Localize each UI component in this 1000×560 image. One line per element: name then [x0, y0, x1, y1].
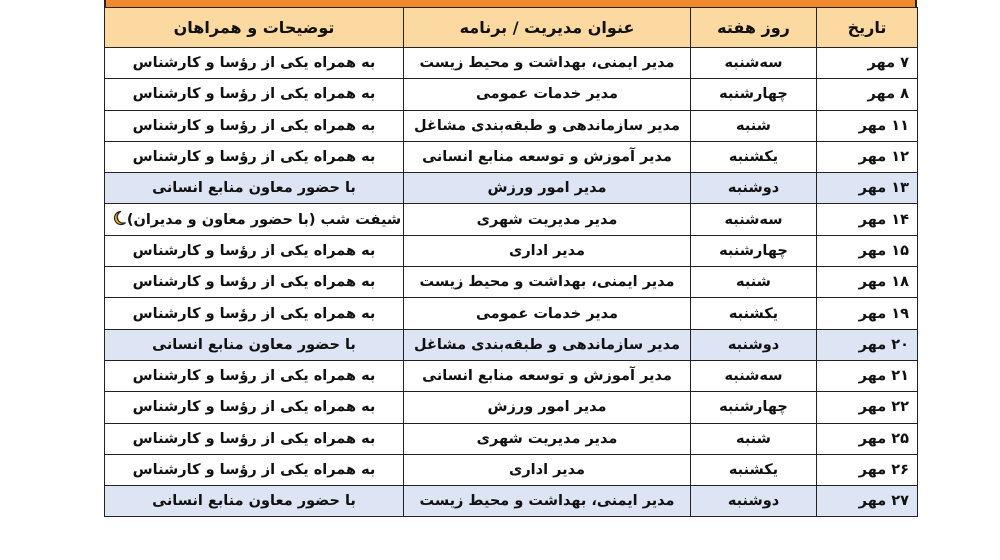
cell-notes	[105, 204, 404, 235]
cell-weekday-text: یکشنبه	[728, 149, 779, 166]
cell-weekday-text: یکشنبه	[728, 305, 779, 322]
cell-weekday	[691, 48, 817, 79]
cell-weekday	[691, 423, 817, 454]
cell-date-text: ۲۰ مهر	[858, 336, 909, 353]
cell-weekday	[691, 235, 817, 266]
cell-date-text: ۱۴ مهر	[858, 211, 909, 228]
cell-title-text: مدیر مدیریت شهری	[476, 430, 618, 447]
cell-weekday	[691, 267, 817, 298]
schedule-table	[104, 7, 918, 517]
cell-title-text: مدیر سازماندهی و طبقه‌بندی مشاغل	[414, 336, 680, 353]
cell-date	[817, 392, 918, 423]
cell-title	[404, 235, 691, 266]
cell-date-text: ۱۵ مهر	[858, 242, 909, 259]
cell-title	[404, 204, 691, 235]
cell-weekday-text: شنبه	[736, 430, 771, 447]
cell-notes-text: با حضور معاون منابع انسانی	[152, 180, 356, 197]
schedule-sheet	[104, 0, 917, 517]
cell-date-text: ۲۱ مهر	[858, 368, 909, 385]
cell-notes	[105, 141, 404, 172]
cell-title	[404, 423, 691, 454]
cell-weekday-text: دوشنبه	[727, 336, 780, 353]
cell-weekday-text: چهارشنبه	[719, 86, 788, 103]
cell-notes	[105, 486, 404, 517]
cell-weekday	[691, 392, 817, 423]
cell-date-text: ۲۶ مهر	[858, 462, 909, 478]
cell-notes-text: به همراه یکی از رؤسا و کارشناس	[132, 462, 376, 478]
cell-title-text: مدیر امور ورزش	[487, 180, 607, 197]
cell-date-text: ۲۷ مهر	[858, 493, 909, 510]
cell-notes-text: به همراه یکی از رؤسا و کارشناس	[132, 305, 376, 322]
cell-notes-text: به همراه یکی از رؤسا و کارشناس	[132, 242, 376, 259]
cell-date	[817, 110, 918, 141]
cell-weekday	[691, 204, 817, 235]
cell-notes-text: با حضور معاون منابع انسانی	[152, 493, 356, 510]
table-row	[105, 235, 918, 266]
table-row	[105, 48, 918, 79]
cell-notes-text: به همراه یکی از رؤسا و کارشناس	[132, 149, 376, 166]
cell-date	[817, 454, 918, 485]
cell-title-text: مدیر خدمات عمومی	[475, 305, 619, 322]
cell-weekday-text: سه‌شنبه	[724, 368, 783, 385]
cell-date-text: ۲۲ مهر	[858, 399, 909, 416]
cell-notes	[105, 454, 404, 485]
cell-title	[404, 141, 691, 172]
table-row	[105, 392, 918, 423]
cell-title	[404, 360, 691, 391]
cell-weekday	[691, 110, 817, 141]
cell-weekday-text: یکشنبه	[728, 462, 779, 478]
table-row	[105, 204, 918, 235]
cell-date-text: ۱۲ مهر	[858, 149, 909, 166]
cell-notes	[105, 360, 404, 391]
cell-date-text: ۸ مهر	[867, 86, 909, 103]
cell-weekday-text: شنبه	[736, 274, 771, 291]
cell-weekday	[691, 454, 817, 485]
table-row	[105, 267, 918, 298]
cell-date-text: ۲۵ مهر	[858, 430, 909, 447]
cell-date-text: ۷ مهر	[867, 55, 909, 72]
cell-notes	[105, 267, 404, 298]
cell-weekday	[691, 486, 817, 517]
cell-notes-text: به همراه یکی از رؤسا و کارشناس	[132, 55, 376, 72]
cell-title-text: مدیر ایمنی، بهداشت و محیط زیست	[419, 55, 675, 72]
cell-date	[817, 298, 918, 329]
header-weekday: روز هفته	[691, 8, 817, 48]
cell-weekday-text: چهارشنبه	[719, 242, 788, 259]
cell-title-text: مدیر مدیریت شهری	[476, 211, 618, 228]
cell-weekday-text: دوشنبه	[727, 493, 780, 510]
cell-date-text: ۱۹ مهر	[858, 305, 909, 322]
cell-title	[404, 486, 691, 517]
cell-title-text: مدیر آموزش و توسعه منابع انسانی	[422, 149, 672, 166]
cell-weekday	[691, 173, 817, 204]
cell-date-text: ۱۱ مهر	[858, 117, 909, 134]
cell-notes	[105, 329, 404, 360]
table-row	[105, 423, 918, 454]
cell-date	[817, 141, 918, 172]
cell-title	[404, 329, 691, 360]
cell-notes	[105, 48, 404, 79]
cell-title	[404, 48, 691, 79]
table-row	[105, 141, 918, 172]
cell-date	[817, 173, 918, 204]
cell-weekday	[691, 329, 817, 360]
cell-notes-text: به همراه یکی از رؤسا و کارشناس	[132, 368, 376, 385]
cell-title	[404, 79, 691, 110]
table-row	[105, 298, 918, 329]
cell-weekday	[691, 79, 817, 110]
title-band	[104, 0, 917, 7]
cell-title	[404, 392, 691, 423]
cell-title	[404, 267, 691, 298]
cell-title-text: مدیر امور ورزش	[487, 399, 607, 416]
cell-weekday-text: چهارشنبه	[719, 399, 788, 416]
cell-notes-text: به همراه یکی از رؤسا و کارشناس	[132, 274, 376, 291]
cell-notes	[105, 298, 404, 329]
cell-notes-text: شیفت شب (با حضور معاون و مدیران)	[126, 211, 402, 228]
cell-title-text: مدیر ایمنی، بهداشت و محیط زیست	[419, 274, 675, 291]
header-date: تاریخ	[817, 8, 918, 48]
cell-date	[817, 486, 918, 517]
cell-notes	[105, 173, 404, 204]
cell-title-text: مدیر ایمنی، بهداشت و محیط زیست	[419, 493, 675, 510]
cell-title	[404, 110, 691, 141]
cell-title-text: مدیر سازماندهی و طبقه‌بندی مشاغل	[414, 117, 680, 134]
header-title: عنوان مدیریت / برنامه	[404, 8, 691, 48]
cell-weekday-text: شنبه	[736, 117, 771, 134]
cell-notes	[105, 235, 404, 266]
cell-date	[817, 267, 918, 298]
cell-notes	[105, 392, 404, 423]
cell-title-text: مدیر اداری	[509, 462, 585, 478]
cell-notes-text: به همراه یکی از رؤسا و کارشناس	[132, 86, 376, 103]
moon-icon	[111, 210, 127, 230]
cell-weekday	[691, 360, 817, 391]
table-row	[105, 173, 918, 204]
table-row	[105, 329, 918, 360]
cell-title	[404, 454, 691, 485]
cell-title-text: مدیر آموزش و توسعه منابع انسانی	[422, 368, 672, 385]
cell-weekday	[691, 298, 817, 329]
cell-notes-text: به همراه یکی از رؤسا و کارشناس	[132, 117, 376, 134]
cell-notes	[105, 79, 404, 110]
cell-weekday-text: دوشنبه	[727, 180, 780, 197]
table-row	[105, 360, 918, 391]
header-notes: توضیحات و همراهان	[105, 8, 404, 48]
cell-date	[817, 204, 918, 235]
table-row	[105, 486, 918, 517]
cell-title-text: مدیر اداری	[509, 242, 585, 259]
cell-notes	[105, 110, 404, 141]
table-row	[105, 110, 918, 141]
cell-date	[817, 423, 918, 454]
cell-weekday-text: سه‌شنبه	[724, 211, 783, 228]
cell-date-text: ۱۸ مهر	[858, 274, 909, 291]
cell-date	[817, 360, 918, 391]
cell-title-text: مدیر خدمات عمومی	[475, 86, 619, 103]
cell-date-text: ۱۳ مهر	[858, 180, 909, 197]
cell-title	[404, 173, 691, 204]
cell-date	[817, 79, 918, 110]
cell-date	[817, 48, 918, 79]
cell-date	[817, 235, 918, 266]
cell-notes-text: با حضور معاون منابع انسانی	[152, 336, 356, 353]
cell-title	[404, 298, 691, 329]
cell-notes-text: به همراه یکی از رؤسا و کارشناس	[132, 430, 376, 447]
header-row	[105, 8, 918, 48]
table-row	[105, 79, 918, 110]
cell-notes-text: به همراه یکی از رؤسا و کارشناس	[132, 399, 376, 416]
cell-weekday-text: سه‌شنبه	[724, 55, 783, 72]
cell-date	[817, 329, 918, 360]
table-row	[105, 454, 918, 485]
cell-weekday	[691, 141, 817, 172]
cell-notes	[105, 423, 404, 454]
